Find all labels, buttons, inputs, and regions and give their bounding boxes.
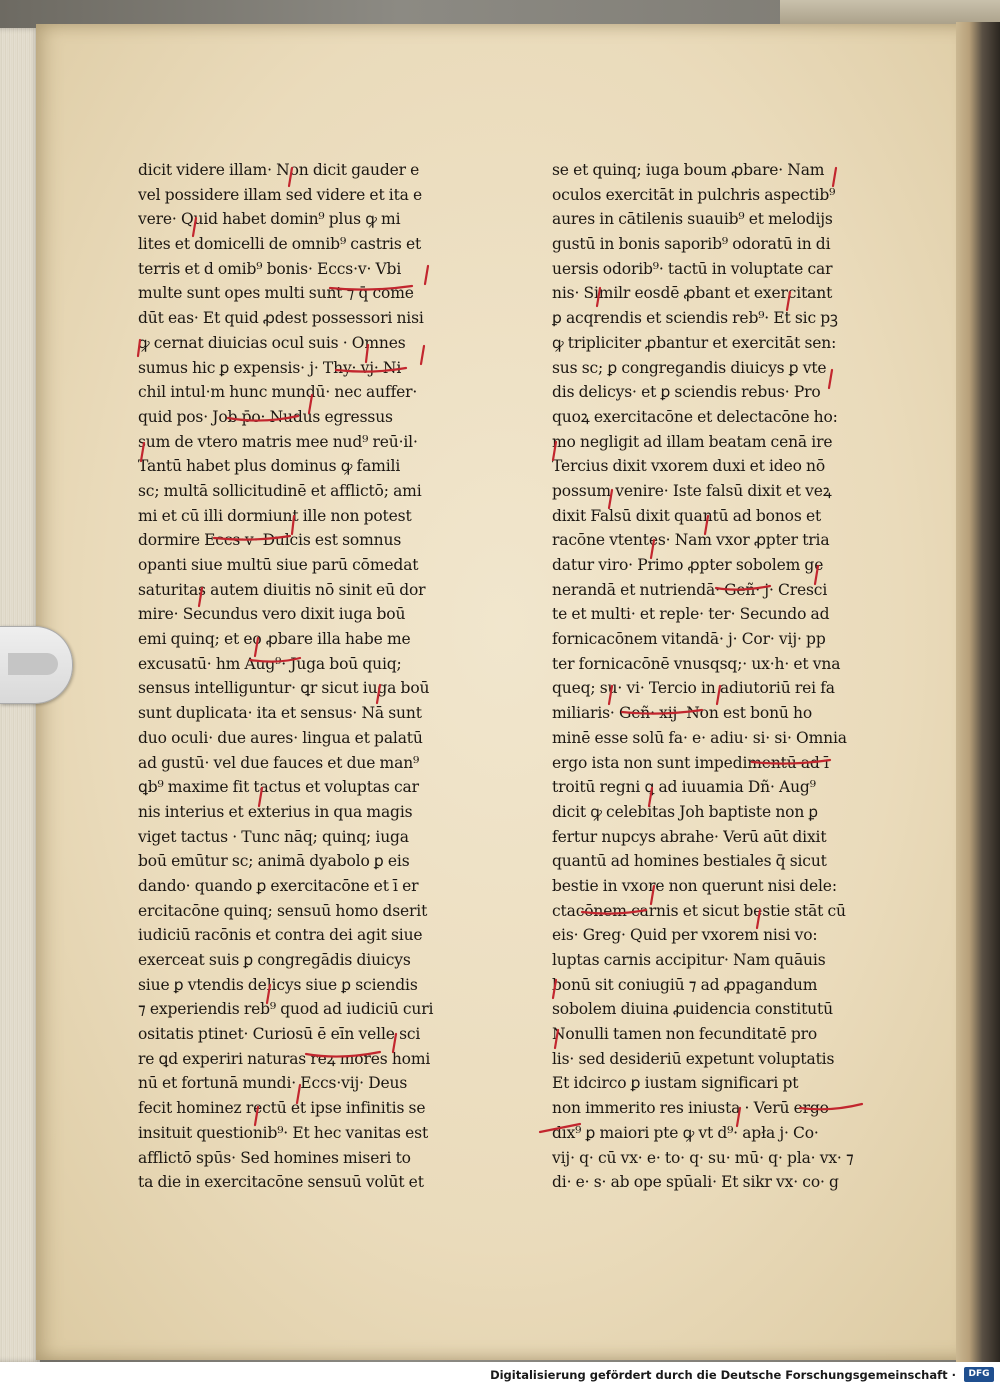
text-line: Tercius dixit vxorem duxi et ideo nō [552, 457, 826, 476]
left-text-column [138, 158, 463, 1195]
text-line: sus sc; ꝑ congregandis diuicys ꝑ vte [552, 358, 827, 377]
text-line: nis interius et exterius in qua magis [138, 802, 413, 821]
text-line: uersis odorib⁹· tactū in voluptate car [552, 259, 833, 278]
text-line: ta die in exercitacōne sensuū volūt et [138, 1173, 424, 1192]
text-line: minē esse solū fa· e· adiu· si· si· Omnia [552, 728, 847, 747]
text-line: te et multi· et reple· ter· Secundo ad [552, 605, 830, 624]
text-line: ꝑ acqrendis et sciendis reb⁹· Et sic pꝫ [552, 309, 838, 328]
text-line: aures in cātilenis suauib⁹ et melodijs [552, 210, 833, 229]
text-line: miliaris· Geñ· xij· Non est bonū ho [552, 704, 813, 723]
text-line: gustū in bonis saporib⁹ odoratū in di [552, 235, 831, 254]
text-line: viget tactus · Tunc nāq; quinq; iuga [138, 827, 409, 846]
text-line: sumus hic ꝑ expensis· j· Thy· vj· Ni [138, 358, 402, 377]
text-line: duo oculi· due aures· lingua et palatū [138, 728, 423, 747]
text-line: fertur nupcys abrahe· Verū aūt dixit [552, 827, 827, 846]
text-line: quantū ad homines bestiales q̄ sicut [552, 852, 827, 871]
text-line: ter fornicacōnē vnusqsq;· ux·h· et vna [552, 654, 841, 673]
text-line: bestie in vxore non querunt nisi dele: [552, 876, 837, 895]
text-line: ⁊ experiendis reb⁹ quod ad iudiciū curi [138, 1000, 434, 1019]
text-line: dicit videre illam· Non dicit gauder e [138, 161, 420, 179]
bookmark-clip-icon [0, 626, 73, 704]
text-line: datur viro· Primo ꝓpter sobolem ge [552, 556, 824, 574]
text-line: fornicacōnem vitandā· j· Cor· vij· pp [552, 630, 826, 649]
text-line: dando· quando ꝑ exercitacōne et ī er [138, 876, 419, 895]
text-line: ergo ista non sunt impedimentū ad ī [552, 753, 829, 772]
text-line: dixit Falsū dixit quantū ad bonos et [552, 506, 822, 525]
text-line: insituit questionib⁹· Et hec vanitas est [138, 1123, 429, 1142]
text-line: dormire Eccs·v· Dulcis est somnus [138, 531, 402, 550]
text-line: sobolem diuina ꝓuidencia constitutū [552, 1000, 833, 1019]
text-line: dicit ꝙ celebitas Joh baptiste non ꝑ [552, 802, 818, 821]
text-line: Tantū habet plus dominus ꝙ famili [138, 457, 401, 476]
text-line: ctacōnem carnis et sicut bestie stāt cū [552, 901, 846, 920]
text-line: iudiciū racōnis et contra dei agit siue [138, 926, 423, 945]
text-line: di· e· s· ab ope spūali· Et sikr vx· co· g [552, 1173, 839, 1192]
text-line: mire· Secundus vero dixit iuga boū [138, 605, 406, 624]
text-line: racōne vtentes· Nam vxor ꝓpter tria [552, 531, 830, 550]
text-line: sc; multā sollicitudinē et afflictō; ami [138, 481, 422, 500]
text-line: ꝙ cernat diuicias ocul suis · Omnes [138, 333, 406, 352]
text-line: non immerito res iniusta · Verū ergo [552, 1099, 829, 1118]
text-line: opanti siue multū siue parū cōmedat [138, 556, 419, 574]
text-line: queq; su· vi· Tercio in adiutoriū rei fa [552, 679, 835, 698]
text-line: excusatū· hm Aug⁹· Juga boū quiq; [138, 654, 402, 673]
footer-credit: Digitalisierung gefördert durch die Deutsche Forschungsgemeinschaft · [490, 1368, 956, 1382]
text-line: bonū sit coniugiū ⁊ ad ꝓpagandum [552, 975, 818, 994]
text-line: quoꝝ exercitacōne et delectacōne ho: [552, 407, 838, 426]
text-line: oculos exercitāt in pulchris aspectib⁹ [552, 185, 836, 204]
text-line: se et quinq; iuga boum ꝓbare· Nam [552, 161, 825, 179]
text-line: ositatis ptinet· Curiosū ē eīn velle sci [138, 1025, 421, 1044]
footer-bar [0, 1362, 1000, 1388]
text-line: saturitas autem diuitis nō sinit eū dor [138, 580, 426, 599]
text-line: nerandā et nutriendā· Geñ· j· Cresci [552, 580, 828, 599]
text-line: nū et fortunā mundi· Eccs·vij· Deus [138, 1074, 408, 1093]
text-line: exerceat suis ꝑ congregādis diuicys [138, 951, 411, 969]
text-line: mo negligit ad illam beatam cenā ire [552, 432, 833, 451]
text-line: mi et cū illi dormiunt ille non potest [138, 506, 412, 525]
dfg-logo-icon: DFG [964, 1367, 994, 1382]
text-line: vere· Quid habet domin⁹ plus ꝙ mi [138, 210, 401, 229]
text-line: ad gustū· vel due fauces et due man⁹ [138, 753, 420, 772]
text-line: sum de vtero matris mee nud⁹ reū·il· [138, 432, 418, 451]
text-line: ercitacōne quinq; sensuū homo dserit [138, 901, 428, 920]
text-line: troitū regni ꝗ ad iuuamia Dñ· Aug⁹ [552, 778, 816, 797]
text-line: boū emūtur sc; animā dyabolo ꝑ eis [138, 852, 410, 871]
text-line: chil intul·m hunc mundū· nec auffer· [138, 383, 418, 402]
text-line: vij· q· cū vx· e· to· q· su· mū· q· pla· vx· ⁊ [552, 1148, 854, 1167]
text-line: possum venire· Iste falsū dixit et veꝝ [552, 481, 832, 500]
book-gutter [956, 22, 1000, 1362]
text-line: sensus intelliguntur· ꝗr sicut iuga boū [138, 679, 430, 698]
text-line: afflictō spūs· Sed homines miseri to [138, 1148, 411, 1167]
text-line: vel possidere illam sed videre et ita e [138, 185, 423, 204]
text-line: eis· Greg· Quid per vxorem nisi vo: [552, 926, 818, 945]
text-line: Nonulli tamen non fecunditatē pro [552, 1025, 818, 1044]
text-line: dix⁹ ꝑ maiori pte ꝙ vt d⁹· apła j· Co· [552, 1123, 819, 1142]
right-text-column [552, 158, 877, 1195]
text-line: siue ꝑ vtendis delicys siue ꝑ sciendis [138, 975, 418, 994]
text-line: dis delicys· et ꝑ sciendis rebus· Pro [552, 383, 821, 402]
text-line: re ꝗd experiri naturas reꝝ mores homi [138, 1049, 431, 1068]
text-line: Et idcirco ꝑ iustam significari pt [552, 1074, 799, 1093]
text-line: lis· sed desideriū expetunt voluptatis [552, 1049, 835, 1068]
text-line: lites et domicelli de omnib⁹ castris et [138, 235, 422, 254]
text-line: nis· Similr eosdē ꝓbant et exercitant [552, 284, 833, 303]
text-line: quid pos· Job p̄o· Nudus egressus [138, 407, 393, 426]
text-line: sunt duplicata· ita et sensus· Nā sunt [138, 704, 422, 723]
text-line: ꝗb⁹ maxime fit tactus et voluptas car [138, 778, 419, 797]
text-line: luptas carnis accipitur· Nam quāuis [552, 951, 826, 969]
text-line: fecit hominez rectū et ipse infinitis se [138, 1099, 426, 1118]
text-line: dūt eas· Et quid ꝓdest possessori nisi [138, 309, 424, 328]
text-line: multe sunt opes multi sunt ⁊ q̄ come [138, 284, 414, 303]
text-line: emi quinq; et eo ꝓbare illa habe me [138, 630, 411, 649]
text-line: ꝙ tripliciter ꝓbantur et exercitāt sen: [552, 333, 837, 352]
text-line: terris et d omib⁹ bonis· Eccs·v· Vbi [138, 259, 402, 278]
